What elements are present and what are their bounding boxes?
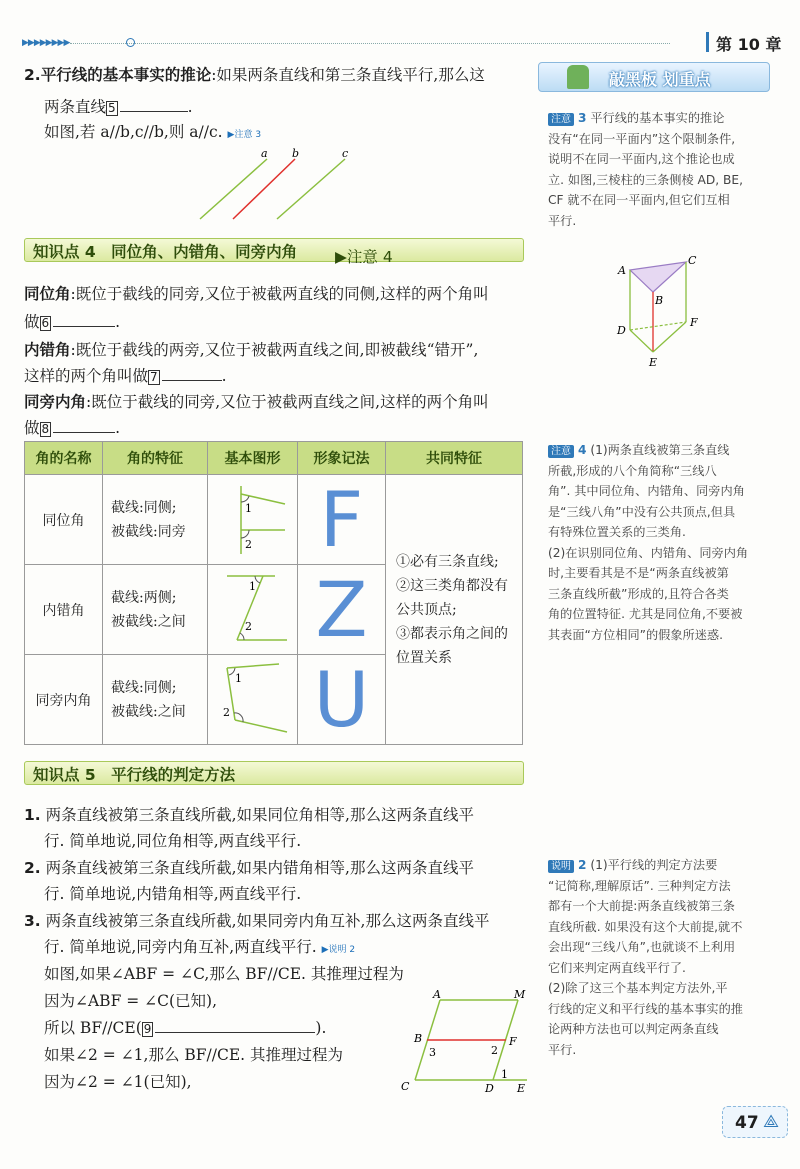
svg-text:3: 3 xyxy=(429,1046,436,1059)
row-feature: 截线:同侧; 被截线:之间 xyxy=(103,655,208,745)
explain2-box: 说明 2 (1)平行线的判定方法要 “记简称,理解原话”. 三种判定方法 都有一个大前提:两条直线被第三条 直线所截. 如果没有这个大前提,就不 会出现“三线八角”,也就谈不上利用 它们来判定两直线平行了. (2)除了这三个基本判定方法外,平 行线的定义和平行线的基本事实的推 论两种方法也可以判定两条直线 平行. xyxy=(548,858,743,1057)
label-c: c xyxy=(342,147,349,160)
kp4-title-bar xyxy=(24,238,524,266)
proof-line1: 如图,如果∠ABF = ∠C,那么 BF//CE. 其推理过程为 xyxy=(44,965,404,983)
item2-line1: 2.平行线的基本事实的推论:如果两条直线和第三条直线平行,那么这 xyxy=(24,66,485,84)
method3-line1: 3. 两条直线被第三条直线所截,如果同旁内角互补,那么这两条直线平 xyxy=(24,912,490,930)
svg-text:E: E xyxy=(517,1082,526,1095)
def1-line1: 同位角:既位于截线的同旁,又位于被截两直线的同侧,这样的两个角叫 xyxy=(24,285,489,303)
note3-ref[interactable]: ▶注意 3 xyxy=(227,130,262,140)
th-name: 角的名称 xyxy=(25,442,103,475)
svg-text:E: E xyxy=(649,356,658,369)
svg-text:1: 1 xyxy=(234,671,242,685)
item2-line2: 两条直线 5 . xyxy=(44,98,193,116)
svg-text:2: 2 xyxy=(491,1044,498,1057)
svg-text:2: 2 xyxy=(244,619,252,633)
svg-text:B: B xyxy=(414,1032,423,1045)
interior-angles-figure xyxy=(213,658,293,738)
blank-5[interactable] xyxy=(120,96,188,112)
table-header-row xyxy=(25,442,523,475)
svg-text:1: 1 xyxy=(501,1068,508,1081)
header-rule xyxy=(70,43,670,44)
method2-line2: 行. 简单地说,内错角相等,两直线平行. xyxy=(44,885,302,903)
method2-line1: 2. 两条直线被第三条直线所截,如果内错角相等,那么这两条直线平 xyxy=(24,859,474,877)
svg-text:A: A xyxy=(433,988,441,1001)
note4-tag: 注意 xyxy=(548,445,574,458)
blank-8[interactable] xyxy=(53,417,115,433)
svg-text:1: 1 xyxy=(244,501,252,515)
page-number-box xyxy=(722,1106,788,1138)
row-feature: 截线:同侧; 被截线:同旁 xyxy=(103,475,208,565)
method3-line2: 行. 简单地说,同旁内角互补,两直线平行. ▶说明 2 xyxy=(44,938,356,956)
blank-9[interactable] xyxy=(155,1017,315,1033)
method1-line2: 行. 简单地说,同位角相等,两直线平行. xyxy=(44,832,302,850)
note4-box: 注意 4 (1)两条直线被第三条直线 所截,形成的八个角简称“三线八 角”. 其中同位角、内错角、同旁内角 是“三线八角”中没有公共顶点,但具 有特殊位置关系的三类角. (2)在识别同位角、内错角、同旁内角 时,主要看其是不是“两条直线被第 三条直线所截”形成的,且符合各类 角的位置特征. 尤其是同位角,不要被 其表面“方位相同”的假象所迷惑. xyxy=(548,443,749,642)
blank-6[interactable] xyxy=(53,311,115,327)
def3-line2: 做 8 . xyxy=(24,419,121,437)
letter-f: F xyxy=(319,475,364,564)
parallelogram-figure xyxy=(395,988,535,1098)
th-common: 共同特征 xyxy=(386,442,523,475)
common-features: ①必有三条直线; ②这三类角都没有 公共顶点; ③都表示角之间的 位置关系 xyxy=(386,475,523,745)
explain2-ref[interactable]: ▶说明 2 xyxy=(321,945,356,955)
letter-u: U xyxy=(313,655,370,744)
alternate-angles-figure xyxy=(213,568,293,648)
svg-text:2: 2 xyxy=(222,705,230,719)
kp5-title: 知识点 5 平行线的判定方法 xyxy=(33,766,236,784)
def1-line2: 做 6 . xyxy=(24,313,121,331)
proof-line4: 如果∠2 = ∠1,那么 BF//CE. 其推理过程为 xyxy=(44,1046,344,1064)
svg-text:F: F xyxy=(509,1035,517,1048)
def3-line1: 同旁内角:既位于截线的同旁,又位于被截两直线之间,这样的两个角叫 xyxy=(24,393,489,411)
line-a xyxy=(200,159,267,219)
kp4-title: 知识点 4 同位角、内错角、同旁内角 xyxy=(33,243,298,261)
kp5-title-bar xyxy=(24,761,524,785)
compass-icon: ⟁ xyxy=(763,1111,780,1132)
chapter-label: 第 10 章 xyxy=(716,35,782,54)
angles-table xyxy=(24,441,523,745)
blank-5-number: 5 xyxy=(108,101,116,115)
th-feature: 角的特征 xyxy=(103,442,208,475)
parallel-lines-figure xyxy=(195,145,365,225)
note4-ref[interactable]: ▶注意 4 xyxy=(335,248,393,266)
svg-text:1: 1 xyxy=(248,579,256,593)
row-feature: 截线:两侧; 被截线:之间 xyxy=(103,565,208,655)
svg-text:C: C xyxy=(401,1080,410,1093)
proof-line3: 所以 BF//CE( 9 ). xyxy=(44,1019,327,1037)
proof-line2: 因为∠ABF = ∠C(已知), xyxy=(44,992,218,1010)
svg-text:D: D xyxy=(485,1082,494,1095)
proof-line5: 因为∠2 = ∠1(已知), xyxy=(44,1073,192,1091)
row-name: 内错角 xyxy=(25,565,103,655)
item2-title: 平行线的基本事实的推论 xyxy=(40,66,212,84)
line-b xyxy=(233,159,295,219)
def2-line1: 内错角:既位于截线的两旁,又位于被截两直线之间,即被截线“错开”, xyxy=(24,341,479,359)
header-bar xyxy=(706,32,709,52)
header-dots: ▶▶▶▶▶▶▶▶ xyxy=(22,38,70,48)
note3-box: 注意 3 平行线的基本事实的推论 没有“在同一平面内”这个限制条件, 说明不在同一平面内,这个推论也成 立. 如图,三棱柱的三条侧棱 AD, BE, CF 就不在同一平面内,但它们互相 平行. xyxy=(548,111,743,228)
svg-text:A: A xyxy=(618,264,626,277)
explain2-tag: 说明 xyxy=(548,860,574,873)
note3-tag: 注意 xyxy=(548,113,574,126)
sidebar-banner xyxy=(538,62,770,92)
row-figure xyxy=(208,475,298,565)
method1-line1: 1. 两条直线被第三条直线所截,如果同位角相等,那么这两条直线平 xyxy=(24,806,474,824)
teacher-icon xyxy=(567,65,589,89)
row-letter xyxy=(298,655,386,745)
item2-figure-line: 如图,若 a//b,c//b,则 a//c. ▶注意 3 xyxy=(44,123,262,141)
page-number: 47 xyxy=(735,1113,759,1133)
svg-text:D: D xyxy=(617,324,626,337)
th-figure: 基本图形 xyxy=(208,442,298,475)
corresponding-angles-figure xyxy=(213,478,293,558)
svg-text:B: B xyxy=(655,294,664,307)
row-name: 同旁内角 xyxy=(25,655,103,745)
letter-z: Z xyxy=(315,565,368,654)
prism-figure xyxy=(608,252,718,370)
svg-text:C: C xyxy=(688,254,697,267)
row-figure xyxy=(208,565,298,655)
blank-7[interactable] xyxy=(162,365,222,381)
def2-line2: 这样的两个角叫做 7 . xyxy=(24,367,227,385)
th-mnemonic: 形象记法 xyxy=(298,442,386,475)
row-letter xyxy=(298,475,386,565)
header-circle xyxy=(126,38,135,47)
label-a: a xyxy=(261,147,268,160)
line-c xyxy=(277,159,345,219)
row-figure xyxy=(208,655,298,745)
table-row xyxy=(25,475,523,565)
svg-text:2: 2 xyxy=(244,537,252,551)
svg-text:M: M xyxy=(514,988,526,1001)
row-letter xyxy=(298,565,386,655)
svg-text:F: F xyxy=(690,316,698,329)
row-name: 同位角 xyxy=(25,475,103,565)
sidebar-banner-title: 敲黑板 划重点 xyxy=(609,70,711,89)
label-b: b xyxy=(292,147,300,160)
